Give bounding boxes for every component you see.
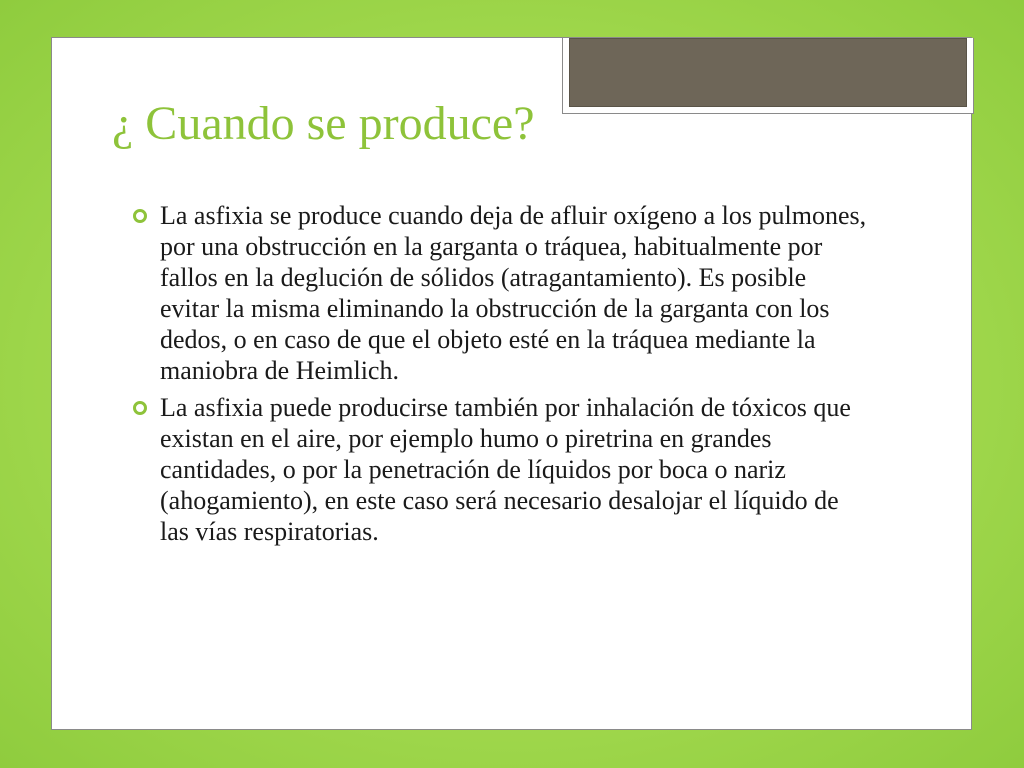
bullet-item-1 <box>130 200 870 386</box>
bullet-list <box>130 200 870 553</box>
bullet-item-2 <box>130 392 870 547</box>
bullet-icon <box>133 209 147 223</box>
slide-title: ¿ Cuando se produce? <box>112 97 535 150</box>
bullet-text: La asfixia se produce cuando deja de afluir oxígeno a los pulmones, por una obstrucción en la garganta o tráquea, habitualmente por fallos en la deglución de sólidos (atragantamiento). Es posible evitar la misma eliminando la obstrucción de la garganta con los dedos, o en caso de que el objeto esté en la tráquea mediante la maniobra de Heimlich. <box>160 201 867 385</box>
bullet-icon <box>133 401 147 415</box>
corner-decoration-frame <box>562 38 974 114</box>
bullet-text: La asfixia puede producirse también por inhalación de tóxicos que existan en el aire, por ejemplo humo o piretrina en grandes cantidades, o por la penetración de líquidos por boca o nariz (ahogamiento), en este caso será necesario desalojar el líquido de las vías respiratorias. <box>160 393 851 546</box>
corner-decoration-block <box>569 38 967 107</box>
